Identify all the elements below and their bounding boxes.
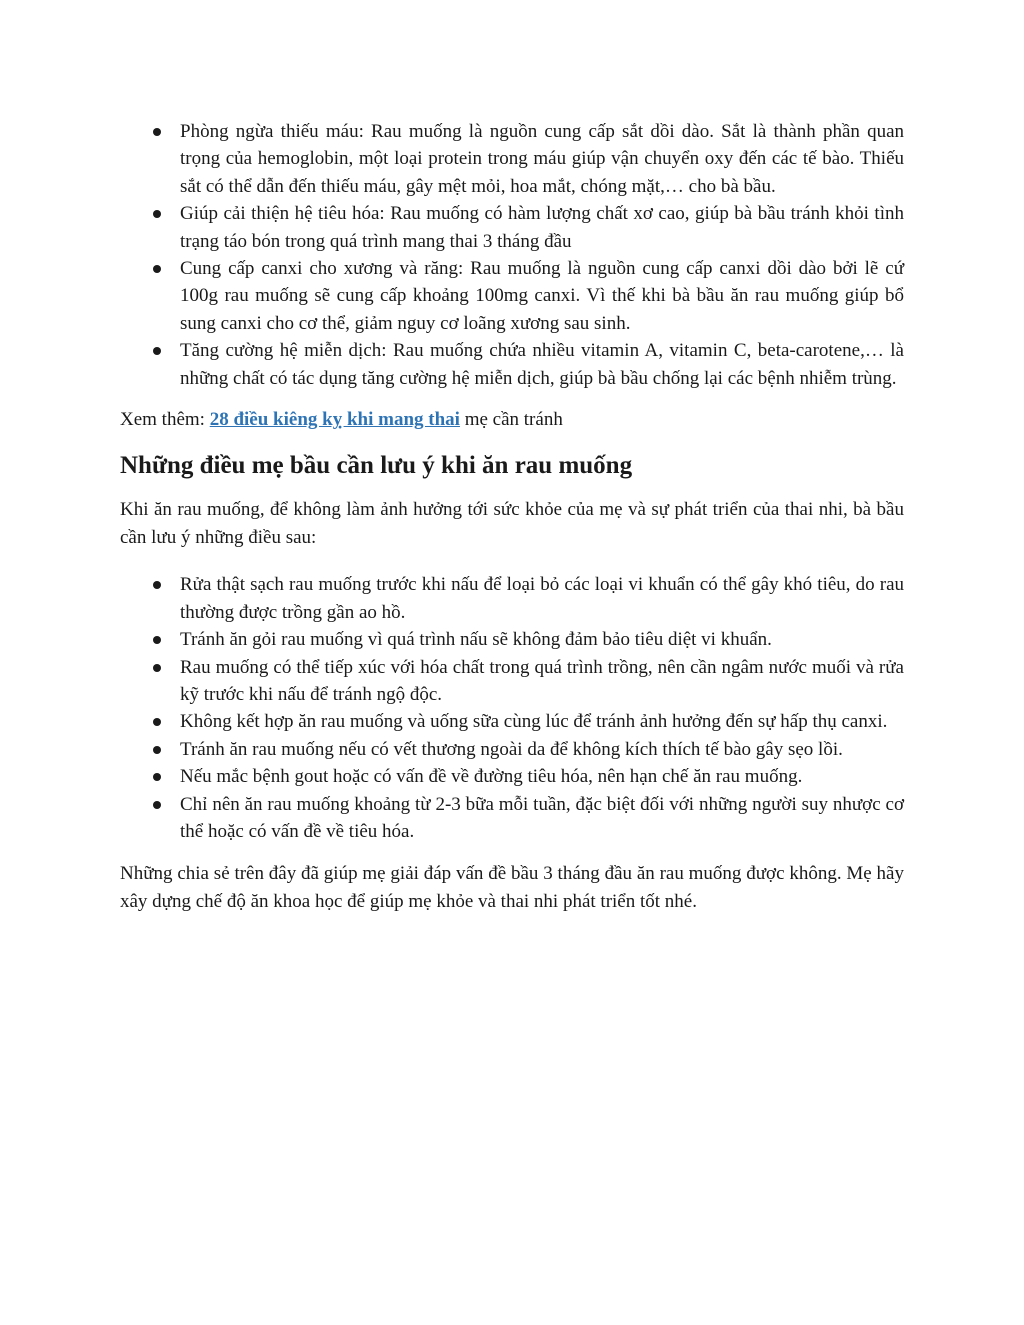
bullet-icon xyxy=(153,128,161,136)
bullet-icon xyxy=(153,347,161,355)
section-intro: Khi ăn rau muống, để không làm ảnh hưởng tới sức khỏe của mẹ và sự phát triển của thai nhi, bà bầu cần lưu ý những điều sau: xyxy=(120,499,904,548)
see-also-suffix: mẹ cần tránh xyxy=(459,409,563,431)
bullet-icon xyxy=(153,718,161,726)
see-also-prefix: Xem thêm: xyxy=(120,409,210,431)
bullet-icon xyxy=(153,664,161,672)
list-item xyxy=(120,736,904,763)
section-heading: Những điều mẹ bầu cần lưu ý khi ăn rau muống xyxy=(120,452,633,480)
bullet-icon xyxy=(153,746,161,754)
list-item xyxy=(120,118,904,200)
list-item-text: Chỉ nên ăn rau muống khoảng từ 2-3 bữa mỗi tuần, đặc biệt đối với những người suy nhược cơ thể hoặc có vấn đề về tiêu hóa. xyxy=(180,793,904,842)
bullet-icon xyxy=(153,265,161,273)
list-item xyxy=(120,337,904,392)
bullet-icon xyxy=(153,210,161,218)
benefits-list xyxy=(120,118,904,392)
bullet-icon xyxy=(153,801,161,809)
list-item-text: Phòng ngừa thiếu máu: Rau muống là nguồn cung cấp sắt dồi dào. Sắt là thành phần quan trọng của hemoglobin, một loại protein trong máu giúp vận chuyển oxy đến các tế bào. Thiếu sắt có thể dẫn đến thiếu máu, gây mệt mỏi, hoa mắt, chóng mặt,… cho bà bầu. xyxy=(180,121,904,197)
see-also-link[interactable]: 28 điều kiêng kỵ khi mang thai xyxy=(209,409,460,431)
list-item xyxy=(120,791,904,846)
list-item-text: Tránh ăn rau muống nếu có vết thương ngoài da để không kích thích tế bào gây sẹo lồi. xyxy=(180,738,843,760)
list-item xyxy=(120,708,904,735)
list-item xyxy=(120,200,904,255)
bullet-icon xyxy=(153,636,161,644)
list-item xyxy=(120,626,904,653)
list-item-text: Rau muống có thể tiếp xúc với hóa chất trong quá trình trồng, nên cần ngâm nước muối và rửa kỹ trước khi nấu để tránh ngộ độc. xyxy=(180,656,904,705)
list-item xyxy=(120,763,904,790)
list-item-text: Không kết hợp ăn rau muống và uống sữa cùng lúc để tránh ảnh hưởng đến sự hấp thụ canxi. xyxy=(180,711,888,733)
list-item-text: Nếu mắc bệnh gout hoặc có vấn đề về đường tiêu hóa, nên hạn chế ăn rau muống. xyxy=(180,766,803,788)
list-item-text: Rửa thật sạch rau muống trước khi nấu để loại bỏ các loại vi khuẩn có thể gây khó tiêu, do rau thường được trồng gần ao hồ. xyxy=(180,574,904,623)
list-item-text: Cung cấp canxi cho xương và răng: Rau muống là nguồn cung cấp canxi dồi dào bởi lẽ cứ 100g rau muống sẽ cung cấp khoảng 100mg canxi. Vì thế khi bà bầu ăn rau muống giúp bổ sung canxi cho cơ thể, giảm nguy cơ loãng xương sau sinh. xyxy=(180,258,904,334)
list-item xyxy=(120,571,904,626)
list-item-text: Tránh ăn gỏi rau muống vì quá trình nấu sẽ không đảm bảo tiêu diệt vi khuẩn. xyxy=(180,629,772,651)
list-item-text: Giúp cải thiện hệ tiêu hóa: Rau muống có hàm lượng chất xơ cao, giúp bà bầu tránh khỏi tình trạng táo bón trong quá trình mang thai 3 tháng đầu xyxy=(180,203,904,252)
bullet-icon xyxy=(153,773,161,781)
list-item xyxy=(120,255,904,337)
bullet-icon xyxy=(153,581,161,589)
conclusion-paragraph: Những chia sẻ trên đây đã giúp mẹ giải đáp vấn đề bầu 3 tháng đầu ăn rau muống được không. Mẹ hãy xây dựng chế độ ăn khoa học để giúp mẹ khỏe và thai nhi phát triển tốt nhé. xyxy=(120,863,904,912)
list-item-text: Tăng cường hệ miễn dịch: Rau muống chứa nhiều vitamin A, vitamin C, beta-carotene,… là những chất có tác dụng tăng cường hệ miễn dịch, giúp bà bầu chống lại các bệnh nhiễm trùng. xyxy=(180,340,904,389)
see-also-line xyxy=(120,406,904,433)
list-item xyxy=(120,654,904,709)
document-page xyxy=(120,118,904,915)
notes-list xyxy=(120,571,904,845)
